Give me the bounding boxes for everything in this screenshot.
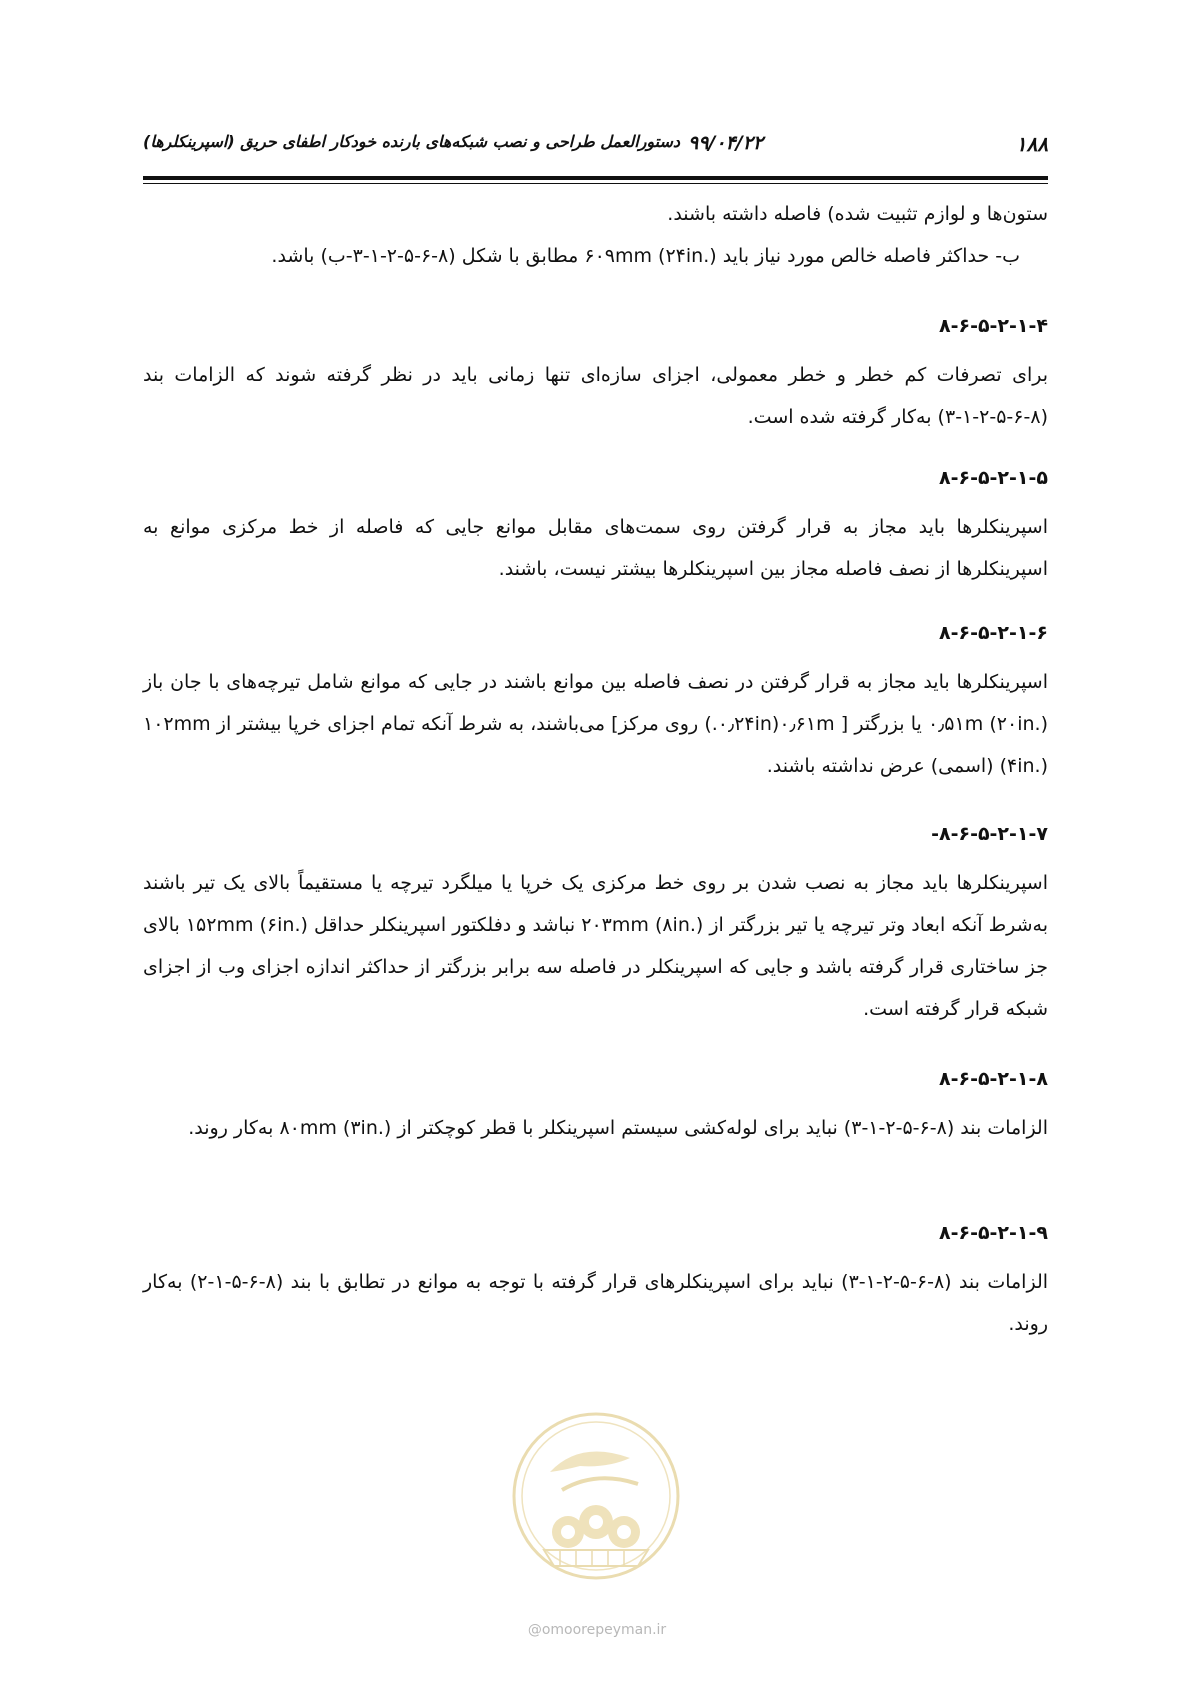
section-heading: ۸-۶-۵-۲-۱-۷- bbox=[931, 823, 1048, 845]
section-paragraph: اسپرینکلرها باید مجاز به قرار گرفتن در نصف فاصله بین موانع باشند در جایی که موانع شامل تیرچه‌های با جان باز ۰٫۵۱m ‎(۲۰in.)‎ یا بزرگتر [۰٫۶۱m ‎(۰٫۲۴in.)‎ روی مرکز] می‌باشند، به شرط آنکه تمام اجزای خرپا بیشتر از ۱۰۲mm ‎(۴in.)‎ (اسمی) عرض نداشته باشند. bbox=[143, 671, 1048, 777]
text-line: ستون‌ها و لوازم تثبیت شده) فاصله داشته باشند. bbox=[667, 203, 1048, 225]
text-line: ب- حداکثر فاصله خالص مورد نیاز باید ۶۰۹mm ‎(۲۴in.)‎ مطابق با شکل (۸-۶-۵-۲-۱-۳-ب) باشد. bbox=[271, 245, 1020, 267]
section-paragraph: اسپرینکلرها باید مجاز به نصب شدن بر روی خط مرکزی یک خرپا یا میلگرد تیرچه یا مستقیماً بالای یک تیر باشند به‌شرط آنکه ابعاد وتر تیرچه یا تیر بزرگتر از ۲۰۳mm ‎(۸in.)‎ نباشد و دفلکتور اسپرینکلر حداقل ۱۵۲mm ‎(۶in.)‎ بالای جز ساختاری قرار گرفته باشد و جایی که اسپرینکلر در فاصله سه برابر بزرگتر از حداکثر اندازه اجزای وب از اجزای شبکه قرار گرفته است. bbox=[143, 872, 1049, 1020]
section-paragraph: اسپرینکلرها باید مجاز به قرار گرفتن روی سمت‌های مقابل موانع جایی که فاصله از خط مرکزی موانع به اسپرینکلرها از نصف فاصله مجاز بین اسپرینکلرها بیشتر نیست، باشند. bbox=[143, 516, 1048, 580]
watermark-seal-icon bbox=[510, 1410, 682, 1582]
section-paragraph: الزامات بند (۸-۶-۵-۲-۱-۳) نباید برای اسپرینکلرهای قرار گرفته با توجه به موانع در تطابق با بند (۸-۶-۵-۱-۲) به‌کار روند. bbox=[143, 1271, 1049, 1335]
section-heading: ۸-۶-۵-۲-۱-۸ bbox=[938, 1068, 1048, 1090]
section-paragraph: برای تصرفات کم خطر و خطر معمولی، اجزای سازه‌ای تنها زمانی باید در نظر گرفته شوند که الزامات بند (۸-۶-۵-۲-۱-۳) به‌کار گرفته شده است. bbox=[143, 364, 1048, 428]
watermark-site: @omoorepeyman.ir bbox=[527, 1622, 667, 1638]
header-rule-thin bbox=[143, 183, 1048, 184]
section-paragraph: الزامات بند (۸-۶-۵-۲-۱-۳) نباید برای لوله‌کشی سیستم اسپرینکلر با قطر کوچکتر از ۸۰mm ‎(۳in.)‎ به‌کار روند. bbox=[188, 1117, 1048, 1139]
section-heading: ۸-۶-۵-۲-۱-۹ bbox=[938, 1222, 1048, 1244]
page-header bbox=[143, 128, 1048, 158]
section-heading: ۸-۶-۵-۲-۱-۵ bbox=[938, 467, 1048, 489]
header-rule-thick bbox=[143, 176, 1048, 180]
section-heading: ۸-۶-۵-۲-۱-۶ bbox=[938, 622, 1048, 644]
header-date: ۹۹/۰۴/۲۲ bbox=[688, 132, 764, 154]
page-number: ۱۸۸ bbox=[1015, 132, 1048, 156]
document-title: دستورالعمل طراحی و نصب شبکه‌های بارنده خودکار اطفای حریق (اسپرینکلرها) bbox=[143, 132, 681, 151]
section-heading: ۸-۶-۵-۲-۱-۴ bbox=[938, 315, 1048, 337]
